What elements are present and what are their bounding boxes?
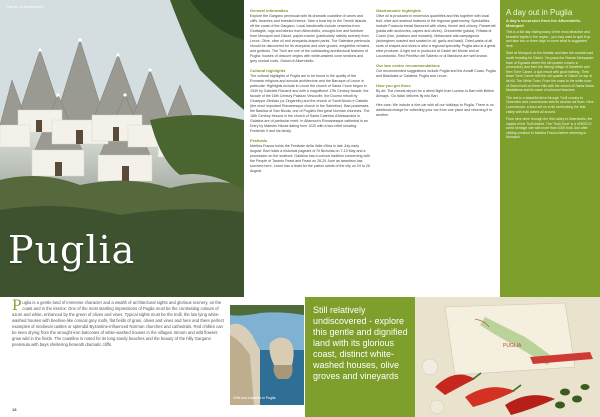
general-heading: General information	[250, 8, 289, 13]
info-column-1	[250, 8, 370, 178]
gastronomic-text: Olive oil is produced in enormous quantities and this together with local fruit, olive and seafood features in the regional gastronomy. Specialities include Focaccia bread flavoured with olives, fennel and chicory. Panzerotti (pasta with anchovies, capers and olives), Orecchiette (pasta), Frittata di Cozze (rice, potatoes and mussels). Melanzane alla campagnola (aubergines roasted and soaked in oil, garlic and basil). Dried pasta of all sorts of shapes and sizes is also a regional speciality. Puglia also is a great wine producer. A light red is produced at Castel del Monte and at Locorotondo. Red Primitivo del Salento or di Manduria are well known.	[376, 14, 496, 58]
drop-cap: P	[12, 298, 22, 314]
pull-quote-box	[305, 297, 415, 417]
map-label: PUGLIA	[503, 343, 522, 349]
sidebar-paragraph: This is a full day visiting many of the most attractive and beautiful sights in the region - you may want to split it up and take two or three days to cover what is suggested here.	[506, 30, 591, 48]
info-column-2	[376, 8, 496, 122]
general-text: Explore the Gargano peninsula with its dramatic coastline of caves and cliffs, beaches and forested interior. Take a boat trip to the Tremiti Islands off the coast of the Gargano. Local handicrafts include ceramics from Grottaglie, rugs and fabrics from Alberobello, wrought-iron and furniture from Monopoli and Ostuni, papier-mache (particularly nativity scenes) from Lecce. Olive, olive oil and vineyards-draped parks. The Salentine peninsula should be discovered for its vineyards and olive groves, megalithic remains and grottoes. The Trulli are one of the outstanding architectural features of Puglia: houses of obscure origins with white-washed cone sections and grey conical roofs, Ostuni of Alberobello.	[250, 14, 370, 63]
sidebar-paragraph: From here drive through the Itria valley to Alberobello, the capital of the Trulli district. The 'Trulli Zone' is a UNESCO world heritage site with more than 1000 trulli. And after visiting continue to Martina Franca before returning to Monopoli.	[506, 117, 593, 140]
sidebar-body	[506, 30, 594, 143]
sidebar-paragraph: Start at Monopoli on the Adriatic and take the coastal road south heading for Ostuni. You pass the Roman Messapian town of Egnazia where the old quarter crowns a promontory and then the fishing village of Savelletri and then Torre Canne, a spa resort with good bathing. Then leave Torre Canne with the old quarter of Ostuni on top of its hill. The White Town. From the coast to the white town of Ostuni built on three hills with the church of Santa Maria Maddalena and its maze of coloured beaches.	[506, 51, 594, 93]
coast-illustration	[230, 305, 304, 405]
cultural-text: The cultural highlights of Puglia are to be found in the quality of the Romanic religious and secular architecture and the Baroque of Lecce in particular. Highlights include in Lecce the church of Santa Croce begun in 1549 by Gabriele Riccardi and with a magnificent 17th Century facade, the facade of the 16th Century Palazzo Vescovile, the Duomo rebuilt by Giuseppe Zimbalo (or Zingarello) and the church of Santi Nicolo e Cataldo (the most important Romanesque church in the Salentine). Bari possesses the Basilica di San Nicola, one of Puglia's first great Norman churches. The 18th Century frescos in the church of Santa Caterina d'Alessandria in Galatina are of particular merit. In Altamura's Romanesque cathedral is an Entry by Maestro Nicola dating from 1220 with a two-relief showing Frederick II and his family.	[250, 74, 370, 133]
howto-text-air: By air: The closest airport for a direct flight from London is Bari with British Airways. 'Go Italia' delivers fly into Bari.	[376, 89, 494, 98]
sidebar-title: A day out in Puglia	[506, 8, 573, 17]
recommend-heading: Our two centre recommendations	[376, 63, 440, 68]
sidebar-subtitle: A day's excursion from the Alberobello-Monopoli	[506, 18, 582, 28]
intro-paragraph	[12, 300, 226, 348]
pull-quote: Still relatively undiscovered - explore this gentle and dignified land with its glorious coast, distinct white-washed houses, olive groves and vineyards	[313, 305, 408, 381]
howto-heading: How you get there	[376, 83, 411, 88]
festivals-heading: Festivals	[250, 138, 268, 143]
coast-caption: Cliffs and coastline in Puglia	[233, 396, 276, 400]
coast-photo	[230, 305, 304, 405]
sidebar-paragraph: The rest is a beautiful drive through Trulli country to Cisternino and Locorotondo with its circular old town. Here Locorotondo, a town set on a hill overlooking the Itria valley with trulli dotted all around.	[506, 95, 594, 114]
page-title: Puglia	[8, 228, 136, 272]
day-out-sidebar	[500, 0, 600, 297]
intro-text: uglia is a gentle land of immense character and a wealth of architectural sights and glorious scenery, on the coast and in the interior. One of the most startling impressions of Puglia must be the contrasting colours of azure and white, enhanced by the green of olives and vines. Typical sights must be the trulli, the low lying white-washed houses with beehive-like conical grey roofs, flat fields of grain, olives and vines and here and there perfect examples of medieval castles or splendid Byzantine-influenced Norman churches and cathedrals. Red chillies can be seen drying from the wrought-iron balconies of white-washed houses in the villages. Broom and wild flowers grow wild in the fields. The coastline is noted for its long sandy beaches and the beauty of the hilly Gargano peninsula with bays sheltering beneath dramatic cliffs.	[12, 300, 224, 347]
page-number: 18	[12, 407, 17, 412]
section-tag: Travel & Adventure	[6, 4, 44, 9]
gastronomic-heading: Gastronomic highlights	[376, 8, 421, 13]
cultural-heading: Cultural highlights	[250, 68, 286, 73]
howto-text-car: Hire-cars: We include a hire-car with all our holidays to Puglia. There is no additional charge for collecting your car from one place and returning it to another.	[376, 103, 494, 117]
festivals-text: Martina Franca holds the Festivale della Valle d'Itria in late July-early August. Bari holds a historical pageant of St Nicholas on 7-10 May and a procession on the seafront. Galatina has a curious tradition concerning with the People of Taranto Feast and Feast on 28-29 June as tarantism has survived here. Lecce has a feast for the patron saints of the city on 24 to 26 August.	[250, 144, 370, 173]
recommend-text: Our recommended suggestions include Puglia and the Amalfi Coast, Puglia and Basilicata or Calabria, Puglia and Lecce.	[376, 69, 496, 78]
map-photo	[415, 297, 600, 417]
map-illustration	[415, 297, 600, 417]
